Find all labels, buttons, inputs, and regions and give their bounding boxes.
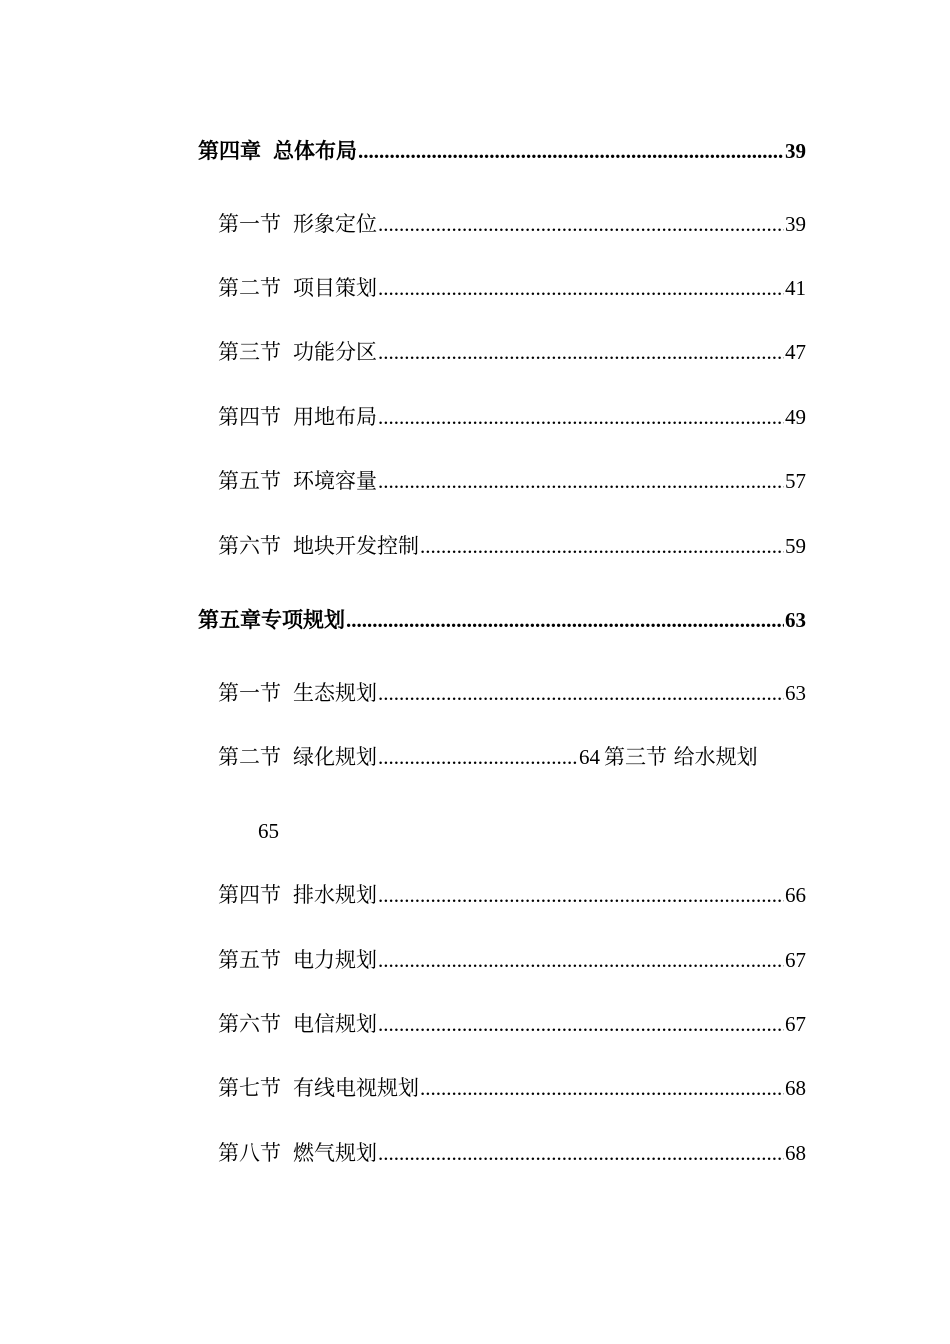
dot-leader: [378, 337, 784, 367]
toc-chapter-5[interactable]: [198, 605, 806, 635]
page-number: 63: [785, 681, 806, 705]
dot-leader: [420, 531, 784, 561]
dot-leader: [378, 466, 784, 496]
section-label: 第六节 地块开发控制: [218, 534, 419, 558]
dot-leader: [378, 945, 784, 975]
section-label: 第七节 有线电视规划: [218, 1076, 419, 1100]
section-label: 第一节 形象定位: [218, 212, 377, 236]
dot-leader: [358, 136, 784, 166]
dot-leader: [378, 1138, 784, 1168]
page-number: 68: [785, 1141, 806, 1165]
page-number: 63: [785, 608, 806, 632]
page-number: 57: [785, 469, 806, 493]
dot-leader: [420, 1073, 784, 1103]
toc-section[interactable]: [218, 1009, 806, 1039]
page-number: 59: [785, 534, 806, 558]
toc-chapter-4[interactable]: [198, 136, 806, 166]
page-number: 41: [785, 276, 806, 300]
page-number: 49: [785, 405, 806, 429]
toc-section[interactable]: [218, 337, 806, 367]
section-label-overflow: 第三节 给水规划: [604, 745, 758, 769]
dot-leader: [378, 678, 784, 708]
page-number: 67: [785, 1012, 806, 1036]
section-label: 第二节 绿化规划: [218, 745, 377, 769]
toc-section[interactable]: [218, 402, 806, 432]
page-number: 64: [579, 745, 600, 769]
page-number: 68: [785, 1076, 806, 1100]
toc-section[interactable]: [218, 209, 806, 239]
section-label: 第三节 功能分区: [218, 340, 377, 364]
section-label: 第二节 项目策划: [218, 276, 377, 300]
dot-leader: [346, 605, 784, 635]
page-number: 39: [785, 212, 806, 236]
dot-leader: [378, 402, 784, 432]
section-label: 第四节 排水规划: [218, 883, 377, 907]
toc-section[interactable]: [218, 742, 806, 772]
section-label: 第四节 用地布局: [218, 405, 377, 429]
chapter-label: 第四章 总体布局: [198, 138, 357, 163]
dot-leader: [378, 880, 784, 910]
section-label: 第一节 生态规划: [218, 681, 377, 705]
toc-section[interactable]: [218, 1138, 806, 1168]
toc-section[interactable]: [218, 273, 806, 303]
toc-section[interactable]: [218, 945, 806, 975]
section-label: 第六节 电信规划: [218, 1012, 377, 1036]
toc-section[interactable]: [218, 678, 806, 708]
section-label: 第五节 环境容量: [218, 469, 377, 493]
section-label: 第八节 燃气规划: [218, 1141, 377, 1165]
page-number: 39: [785, 139, 806, 163]
toc-section[interactable]: [218, 1073, 806, 1103]
toc-section[interactable]: [218, 880, 806, 910]
page-number: 66: [785, 883, 806, 907]
dot-leader: [378, 209, 784, 239]
toc-section[interactable]: [218, 466, 806, 496]
toc-section[interactable]: [218, 531, 806, 561]
wrapped-page-number[interactable]: 65: [258, 819, 279, 843]
page-number: 67: [785, 948, 806, 972]
section-label: 第五节 电力规划: [218, 948, 377, 972]
dot-leader: [378, 742, 578, 772]
chapter-label: 第五章专项规划: [198, 607, 345, 632]
dot-leader: [378, 273, 784, 303]
page-number: 47: [785, 340, 806, 364]
dot-leader: [378, 1009, 784, 1039]
